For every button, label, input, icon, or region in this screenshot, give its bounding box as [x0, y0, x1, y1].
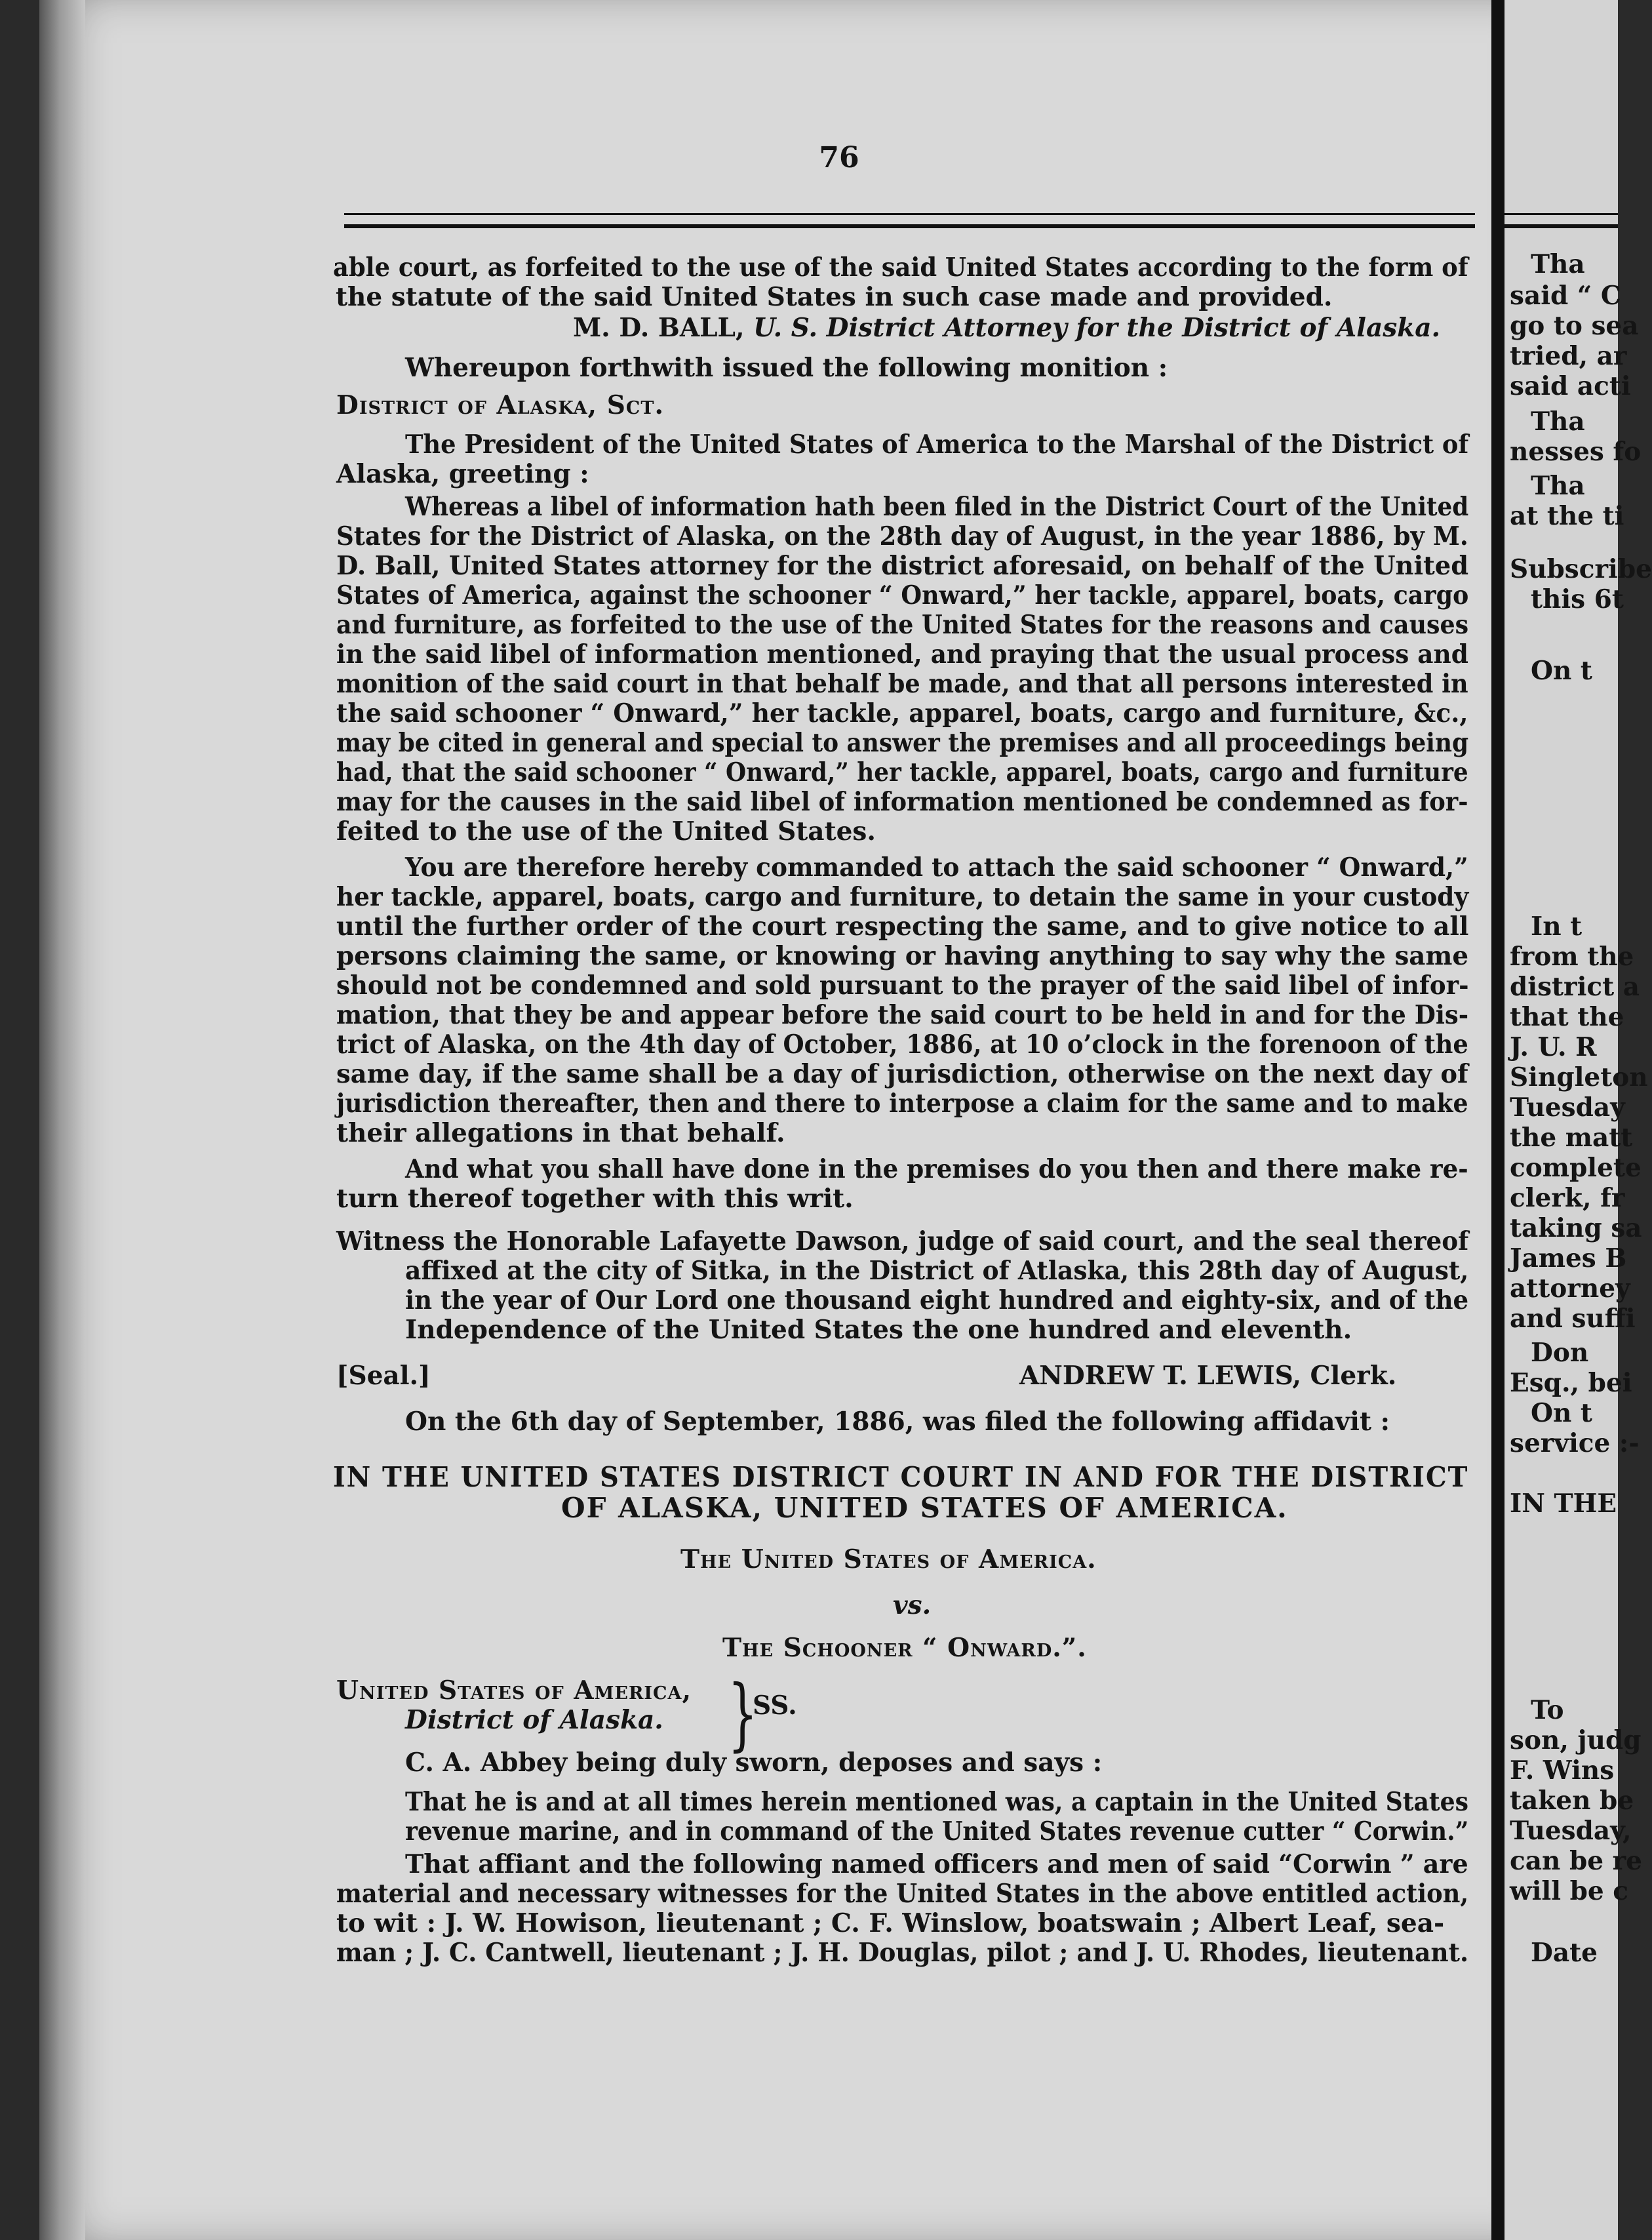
court-heading: IN THE UNITED STATES DISTRICT COURT IN AND FOR THE DISTRICT	[333, 1461, 1469, 1493]
court-heading: OF ALASKA, UNITED STATES OF AMERICA.	[561, 1492, 1288, 1524]
text-line: C. A. Abbey being duly sworn, deposes and says :	[405, 1748, 1103, 1778]
case-party: The United States of America.	[680, 1544, 1097, 1574]
text-line: the said schooner “ Onward,” her tackle, apparel, boats, cargo and furniture, &c.,	[336, 698, 1468, 729]
text-fragment: Tha	[1531, 471, 1585, 501]
text-line: their allegations in that behalf.	[336, 1118, 785, 1148]
text-fragment: tried, ar	[1510, 341, 1627, 371]
venue-heading: District of Alaska, Sct.	[336, 390, 665, 420]
text-line: may for the causes in the said libel of information mentioned be condemned as for-	[336, 787, 1468, 817]
text-line: same day, if the same shall be a day of jurisdiction, otherwise on the next day of	[336, 1059, 1468, 1089]
text-fragment: at the ti	[1510, 501, 1624, 531]
venue-brace: }	[728, 1669, 758, 1760]
text-fragment: Subscribe	[1510, 554, 1652, 584]
text-fragment: attorney	[1510, 1273, 1630, 1304]
text-fragment: F. Wins	[1510, 1755, 1615, 1786]
text-fragment: will be c	[1510, 1876, 1629, 1906]
text-line: That he is and at all times herein mentioned was, a captain in the United States	[405, 1787, 1468, 1817]
venue-ss: SS.	[753, 1690, 797, 1721]
text-fragment: taking sa	[1510, 1213, 1642, 1243]
right-page-fragment	[1504, 0, 1652, 2240]
text-fragment: Tha	[1531, 407, 1585, 437]
page-gutter	[1491, 0, 1504, 2240]
text-line: mation, that they be and appear before the said court to be held in and for the Dis-	[336, 1000, 1469, 1030]
text-fragment: clerk, fr	[1510, 1183, 1625, 1213]
text-line: turn thereof together with this writ.	[336, 1184, 854, 1214]
text-line: And what you shall have done in the premises do you then and there make re-	[405, 1154, 1468, 1184]
text-line: had, that the said schooner “ Onward,” her tackle, apparel, boats, cargo and furniture	[336, 757, 1468, 788]
binding-edge	[39, 0, 85, 2240]
signature-name: M. D. BALL,	[573, 313, 745, 343]
header-rule-right	[1504, 213, 1618, 228]
text-fragment: nesses fo	[1510, 437, 1642, 467]
text-line: man ; J. C. Cantwell, lieutenant ; J. H. Douglas, pilot ; and J. U. Rhodes, lieutenant.	[336, 1938, 1469, 1968]
text-fragment: In t	[1531, 911, 1583, 942]
text-fragment: that the	[1510, 1002, 1624, 1032]
text-line: D. Ball, United States attorney for the district aforesaid, on behalf of the United	[336, 551, 1469, 581]
text-line: Whereupon forthwith issued the following monition :	[405, 353, 1168, 383]
venue-label: United States of America,	[336, 1675, 692, 1706]
text-line: Independence of the United States the one hundred and eleventh.	[405, 1315, 1352, 1345]
text-fragment: James B	[1510, 1243, 1627, 1273]
text-line: the statute of the said United States in such case made and provided.	[336, 282, 1333, 312]
text-line: may be cited in general and special to answer the premises and all proceedings being	[336, 728, 1469, 758]
text-line: should not be condemned and sold pursuant to the prayer of the said libel of infor-	[336, 970, 1469, 1001]
text-line: Alaska, greeting :	[336, 459, 589, 489]
text-fragment: the matt	[1510, 1123, 1633, 1153]
text-line: until the further order of the court respecting the same, and to give notice to all	[336, 911, 1469, 942]
text-line: monition of the said court in that behalf be made, and that all persons interested in	[336, 669, 1468, 699]
text-line: The President of the United States of America to the Marshal of the District of	[405, 430, 1469, 460]
case-party: The Schooner “ Onward.”.	[722, 1633, 1087, 1663]
page-number: 76	[819, 141, 859, 174]
text-fragment: IN THE	[1510, 1489, 1617, 1519]
text-line: and furniture, as forfeited to the use of the United States for the reasons and causes	[336, 610, 1469, 640]
text-fragment: service :-	[1510, 1428, 1640, 1458]
text-line: affixed at the city of Sitka, in the District of Atlaska, this 28th day of August,	[405, 1256, 1469, 1286]
text-fragment: Tha	[1531, 249, 1585, 279]
text-fragment: Singleton	[1510, 1062, 1648, 1092]
text-fragment: and suffi	[1510, 1304, 1636, 1334]
text-line: revenue marine, and in command of the United States revenue cutter “ Corwin.”	[405, 1816, 1469, 1847]
seal-label: [Seal.]	[336, 1361, 431, 1391]
text-fragment: Esq., bei	[1510, 1368, 1632, 1398]
text-fragment: Tuesday,	[1510, 1816, 1632, 1846]
text-fragment: from the	[1510, 942, 1634, 972]
text-fragment: said “ C	[1510, 281, 1621, 311]
text-line: able court, as forfeited to the use of the said United States according to the form of	[333, 252, 1468, 283]
text-fragment: can be re	[1510, 1846, 1642, 1876]
text-fragment: said acti	[1510, 371, 1631, 401]
text-line: That affiant and the following named officers and men of said “Corwin ” are	[405, 1849, 1468, 1879]
text-line: persons claiming the same, or knowing or having anything to say why the same	[336, 941, 1469, 971]
text-fragment: Tuesday	[1510, 1092, 1625, 1123]
clerk-signature: ANDREW T. LEWIS, Clerk.	[1019, 1361, 1397, 1391]
text-fragment: district a	[1510, 972, 1640, 1002]
text-line: jurisdiction thereafter, then and there to interpose a claim for the same and to make	[336, 1089, 1468, 1119]
case-versus: vs.	[893, 1590, 932, 1620]
text-line: her tackle, apparel, boats, cargo and furniture, to detain the same in your custody	[336, 882, 1469, 912]
venue-label: District of Alaska.	[405, 1705, 663, 1735]
signature-title: U. S. District Attorney for the District of Alaska.	[744, 313, 1441, 343]
text-fragment: Date	[1531, 1938, 1598, 1968]
text-line: material and necessary witnesses for the United States in the above entitled action,	[336, 1879, 1469, 1909]
text-line: in the said libel of information mentioned, and praying that the usual process and	[336, 639, 1468, 670]
text-fragment: this 6t	[1531, 584, 1624, 614]
text-line: States of America, against the schooner “ Onward,” her tackle, apparel, boats, cargo	[336, 580, 1469, 610]
text-fragment: On t	[1531, 1398, 1592, 1428]
text-fragment: taken be	[1510, 1786, 1634, 1816]
header-rule	[344, 213, 1475, 228]
text-fragment: On t	[1531, 656, 1592, 686]
text-line: to wit : J. W. Howison, lieutenant ; C. F. Winslow, boatswain ; Albert Leaf, sea-	[336, 1908, 1445, 1938]
text-line: feited to the use of the United States.	[336, 816, 876, 847]
text-line: On the 6th day of September, 1886, was filed the following affidavit :	[405, 1407, 1390, 1437]
signature-line	[573, 313, 1440, 343]
text-line: States for the District of Alaska, on the 28th day of August, in the year 1886, by M.	[336, 521, 1468, 551]
text-line: Witness the Honorable Lafayette Dawson, judge of said court, and the seal thereof	[336, 1226, 1469, 1256]
text-line: You are therefore hereby commanded to attach the said schooner “ Onward,”	[405, 852, 1468, 883]
text-fragment: go to sea	[1510, 311, 1639, 341]
text-line: in the year of Our Lord one thousand eight hundred and eighty-six, and of the	[405, 1285, 1469, 1315]
text-line: trict of Alaska, on the 4th day of October, 1886, at 10 o’clock in the forenoon of the	[336, 1030, 1468, 1060]
text-fragment: complete	[1510, 1153, 1642, 1183]
text-fragment: To	[1531, 1695, 1564, 1725]
text-line: Whereas a libel of information hath been filed in the District Court of the United	[405, 492, 1469, 522]
text-fragment: son, judg	[1510, 1725, 1642, 1755]
text-fragment: J. U. R	[1510, 1032, 1597, 1062]
text-fragment: Don	[1531, 1338, 1589, 1368]
